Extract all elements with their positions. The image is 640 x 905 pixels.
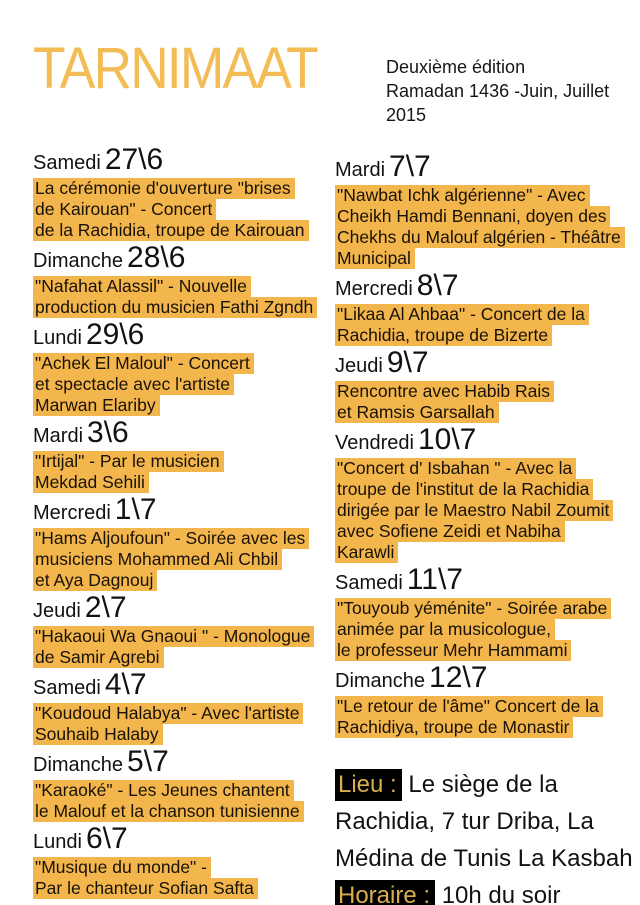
event-day-label: Mercredi <box>335 278 413 300</box>
event-day-label: Mardi <box>33 425 84 447</box>
event-date-header <box>33 670 323 703</box>
event-date-header <box>33 495 323 528</box>
event-description-line: "Hams Aljoufoun" - Soirée avec les <box>33 528 323 549</box>
event-item <box>335 565 637 661</box>
event-date-number: 3\6 <box>87 416 129 449</box>
event-description-line: et spectacle avec l'artiste <box>33 374 323 395</box>
event-description <box>33 626 323 668</box>
schedule-column-right-events <box>335 152 637 738</box>
event-description-line: dirigée par le Maestro Nabil Zoumit <box>335 500 637 521</box>
event-item <box>335 152 637 269</box>
event-date-header <box>335 271 637 304</box>
event-description-line: "Concert d' Isbahan " - Avec la <box>335 458 637 479</box>
event-description <box>335 185 637 269</box>
event-description-line: Par le chanteur Sofian Safta <box>33 878 323 899</box>
event-description <box>33 780 323 822</box>
event-date-number: 8\7 <box>416 269 459 302</box>
schedule-column-left <box>33 145 323 901</box>
event-day-label: Lundi <box>33 831 82 853</box>
event-description-line: Rachidia, troupe de Bizerte <box>335 325 637 346</box>
event-item <box>33 593 323 668</box>
event-description-line: le professeur Mehr Hammami <box>335 640 637 661</box>
event-item <box>33 145 323 241</box>
event-item <box>33 418 323 493</box>
horaire-label: Horaire : <box>335 880 435 905</box>
event-description-line: de Samir Agrebi <box>33 647 323 668</box>
event-description-line: Rencontre avec Habib Rais <box>335 381 637 402</box>
event-date-header <box>33 593 323 626</box>
edition-dates: Ramadan 1436 -Juin, Juillet 2015 <box>386 81 610 125</box>
event-description-line: et Ramsis Garsallah <box>335 402 637 423</box>
event-date-number: 7\7 <box>389 150 431 183</box>
lieu-label: Lieu : <box>335 769 402 801</box>
event-date-header <box>33 145 323 178</box>
event-description-line: Karawli <box>335 542 637 563</box>
poster-title: TARNIMAAT <box>33 36 317 101</box>
event-description-line: "Achek El Maloul" - Concert <box>33 353 323 374</box>
event-description <box>335 304 637 346</box>
event-description-line: Marwan Elariby <box>33 395 323 416</box>
event-description-line: de la Rachidia, troupe de Kairouan <box>33 220 323 241</box>
event-day-label: Jeudi <box>33 600 81 622</box>
event-date-header <box>335 425 637 458</box>
event-description-line: Municipal <box>335 248 637 269</box>
event-description-line: animée par la musicologue, <box>335 619 637 640</box>
event-day-label: Mardi <box>335 159 386 181</box>
event-description-line: production du musicien Fathi Zgndh <box>33 297 323 318</box>
event-description-line: Mekdad Sehili <box>33 472 323 493</box>
event-description-line: "Irtijal" - Par le musicien <box>33 451 323 472</box>
event-day-label: Mercredi <box>33 502 111 524</box>
event-date-header <box>33 747 323 780</box>
event-item <box>33 320 323 416</box>
event-description <box>33 353 323 416</box>
event-description <box>33 451 323 493</box>
event-description-line: "Nawbat Ichk algérienne" - Avec <box>335 185 637 206</box>
event-item <box>335 271 637 346</box>
event-description-line: le Malouf et la chanson tunisienne <box>33 801 323 822</box>
event-day-label: Lundi <box>33 327 82 349</box>
event-description-line: "Hakaoui Wa Gnaoui " - Monologue <box>33 626 323 647</box>
event-date-header <box>335 565 637 598</box>
event-day-label: Dimanche <box>335 670 426 692</box>
event-item <box>33 243 323 318</box>
event-description-line: Cheikh Hamdi Bennani, doyen des <box>335 206 637 227</box>
event-description <box>335 598 637 661</box>
event-description-line: "Karaoké" - Les Jeunes chantent <box>33 780 323 801</box>
event-day-label: Samedi <box>33 677 101 699</box>
event-item <box>33 495 323 591</box>
horaire-line <box>335 877 637 905</box>
event-date-number: 4\7 <box>104 668 147 701</box>
event-description <box>335 458 637 563</box>
event-date-header <box>335 663 637 696</box>
event-date-header <box>33 418 323 451</box>
event-description-line: Chekhs du Malouf algérien - Théâtre <box>335 227 637 248</box>
event-day-label: Samedi <box>335 572 403 594</box>
edition-info <box>386 55 640 127</box>
event-date-header <box>335 152 637 185</box>
event-description-line: Rachidiya, troupe de Monastir <box>335 717 637 738</box>
event-description-line: avec Sofiene Zeidi et Nabiha <box>335 521 637 542</box>
event-date-header <box>335 348 637 381</box>
event-description <box>33 857 323 899</box>
event-description <box>33 178 323 241</box>
event-date-header <box>33 320 323 353</box>
event-day-label: Samedi <box>33 152 101 174</box>
event-date-number: 10\7 <box>417 423 477 456</box>
event-description-line: musiciens Mohammed Ali Chbil <box>33 549 323 570</box>
event-date-number: 12\7 <box>429 661 488 694</box>
event-day-label: Dimanche <box>33 250 124 272</box>
event-item <box>33 670 323 745</box>
event-day-label: Vendredi <box>335 432 414 454</box>
event-date-header <box>33 824 323 857</box>
event-description-line: Souhaib Halaby <box>33 724 323 745</box>
event-day-label: Jeudi <box>335 355 383 377</box>
event-description-line: "Musique du monde" - <box>33 857 323 878</box>
event-date-number: 11\7 <box>406 563 463 596</box>
event-description <box>33 276 323 318</box>
event-date-number: 27\6 <box>104 143 164 176</box>
event-description-line: "Touyoub yéménite" - Soirée arabe <box>335 598 637 619</box>
event-date-number: 6\7 <box>85 822 128 855</box>
lieu-text: Le siège de la Rachidia, 7 tur Driba, La Médina de Tunis La Kasbah <box>335 771 633 872</box>
event-description-line: troupe de l'institut de la Rachidia <box>335 479 637 500</box>
event-description-line: "Nafahat Alassil" - Nouvelle <box>33 276 323 297</box>
event-description <box>335 696 637 738</box>
event-description-line: "Likaa Al Ahbaa" - Concert de la <box>335 304 637 325</box>
event-item <box>33 824 323 899</box>
event-date-number: 29\6 <box>85 318 145 351</box>
schedule-column-right <box>335 152 637 905</box>
event-date-number: 1\7 <box>114 493 157 526</box>
event-item <box>335 663 637 738</box>
event-date-number: 9\7 <box>386 346 429 379</box>
event-description-line: "Le retour de l'âme" Concert de la <box>335 696 637 717</box>
event-item <box>335 425 637 563</box>
horaire-text: 10h du soir <box>435 882 561 905</box>
event-description-line: de Kairouan" - Concert <box>33 199 323 220</box>
event-description-line: et Aya Dagnouj <box>33 570 323 591</box>
event-date-number: 28\6 <box>127 241 186 274</box>
event-item <box>33 747 323 822</box>
event-description-line: La cérémonie d'ouverture "brises <box>33 178 323 199</box>
edition-line: Deuxième édition <box>386 57 526 77</box>
event-date-header <box>33 243 323 276</box>
event-item <box>335 348 637 423</box>
event-date-number: 5\7 <box>127 745 169 778</box>
event-description-line: "Koudoud Halabya" - Avec l'artiste <box>33 703 323 724</box>
event-description <box>335 381 637 423</box>
event-description <box>33 703 323 745</box>
event-date-number: 2\7 <box>84 591 127 624</box>
event-description <box>33 528 323 591</box>
event-day-label: Dimanche <box>33 754 124 776</box>
venue-info <box>335 766 637 905</box>
